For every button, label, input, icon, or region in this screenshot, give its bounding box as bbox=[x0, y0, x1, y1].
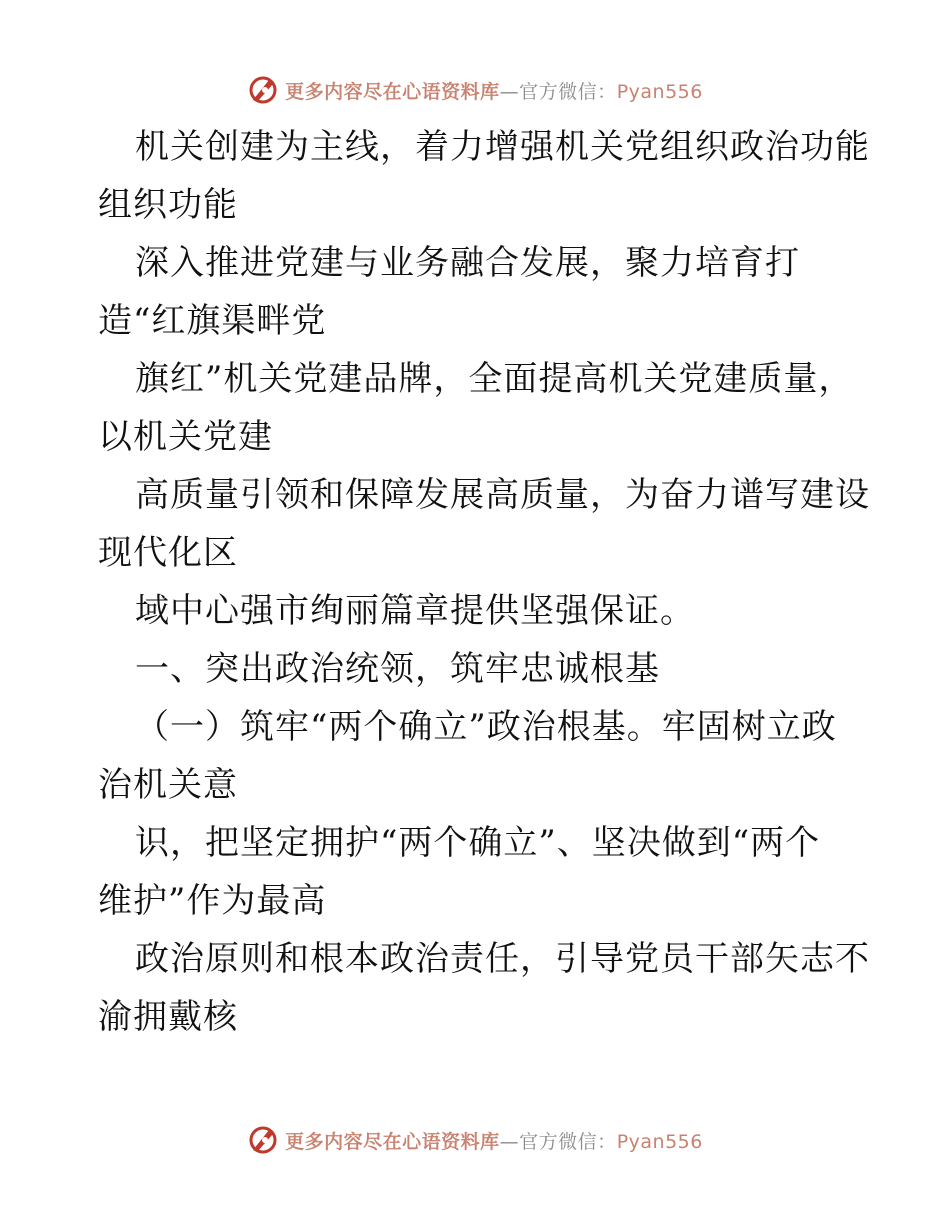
body-line: 域中心强市绚丽篇章提供坚强保证。 bbox=[135, 591, 695, 631]
watermark-wechat-id: Pyan556 bbox=[616, 80, 703, 103]
section-heading: 一、突出政治统领，筑牢忠诚根基 bbox=[135, 649, 660, 689]
watermark-label: 官方微信： bbox=[519, 1130, 617, 1153]
pen-logo-icon bbox=[247, 74, 279, 106]
watermark-site-text: 更多内容尽在心语资料库 bbox=[285, 1130, 500, 1153]
watermark-wechat-id: Pyan556 bbox=[616, 1130, 703, 1153]
watermark-dash: — bbox=[499, 1130, 520, 1153]
footer-watermark bbox=[0, 1120, 950, 1160]
pen-logo-icon bbox=[247, 1124, 279, 1156]
watermark-site-text: 更多内容尽在心语资料库 bbox=[285, 80, 500, 103]
body-line: 组织功能 bbox=[98, 185, 238, 225]
body-line: 现代化区 bbox=[98, 533, 238, 573]
body-line: 政治原则和根本政治责任，引导党员干部矢志不 bbox=[135, 939, 870, 979]
body-line: 识，把坚定拥护“两个确立”、坚决做到“两个 bbox=[135, 823, 821, 863]
body-line: 深入推进党建与业务融合发展，聚力培育打 bbox=[135, 243, 800, 283]
watermark-dash: — bbox=[499, 80, 520, 103]
body-line: 机关创建为主线，着力增强机关党组织政治功能 bbox=[135, 127, 870, 167]
body-line: 高质量引领和保障发展高质量，为奋力谱写建设 bbox=[135, 475, 870, 515]
body-line: 治机关意 bbox=[98, 765, 238, 805]
body-line: （一）筑牢“两个确立”政治根基。牢固树立政 bbox=[135, 707, 837, 747]
watermark-label: 官方微信： bbox=[519, 80, 617, 103]
body-line: 以机关党建 bbox=[98, 417, 273, 457]
header-watermark bbox=[0, 70, 950, 110]
body-line: 旗红”机关党建品牌，全面提高机关党建质量， bbox=[135, 359, 854, 399]
body-line: 维护”作为最高 bbox=[98, 881, 327, 921]
body-line: 造“红旗渠畔党 bbox=[98, 301, 327, 341]
body-line: 渝拥戴核 bbox=[98, 997, 238, 1037]
document-body bbox=[98, 118, 870, 1046]
